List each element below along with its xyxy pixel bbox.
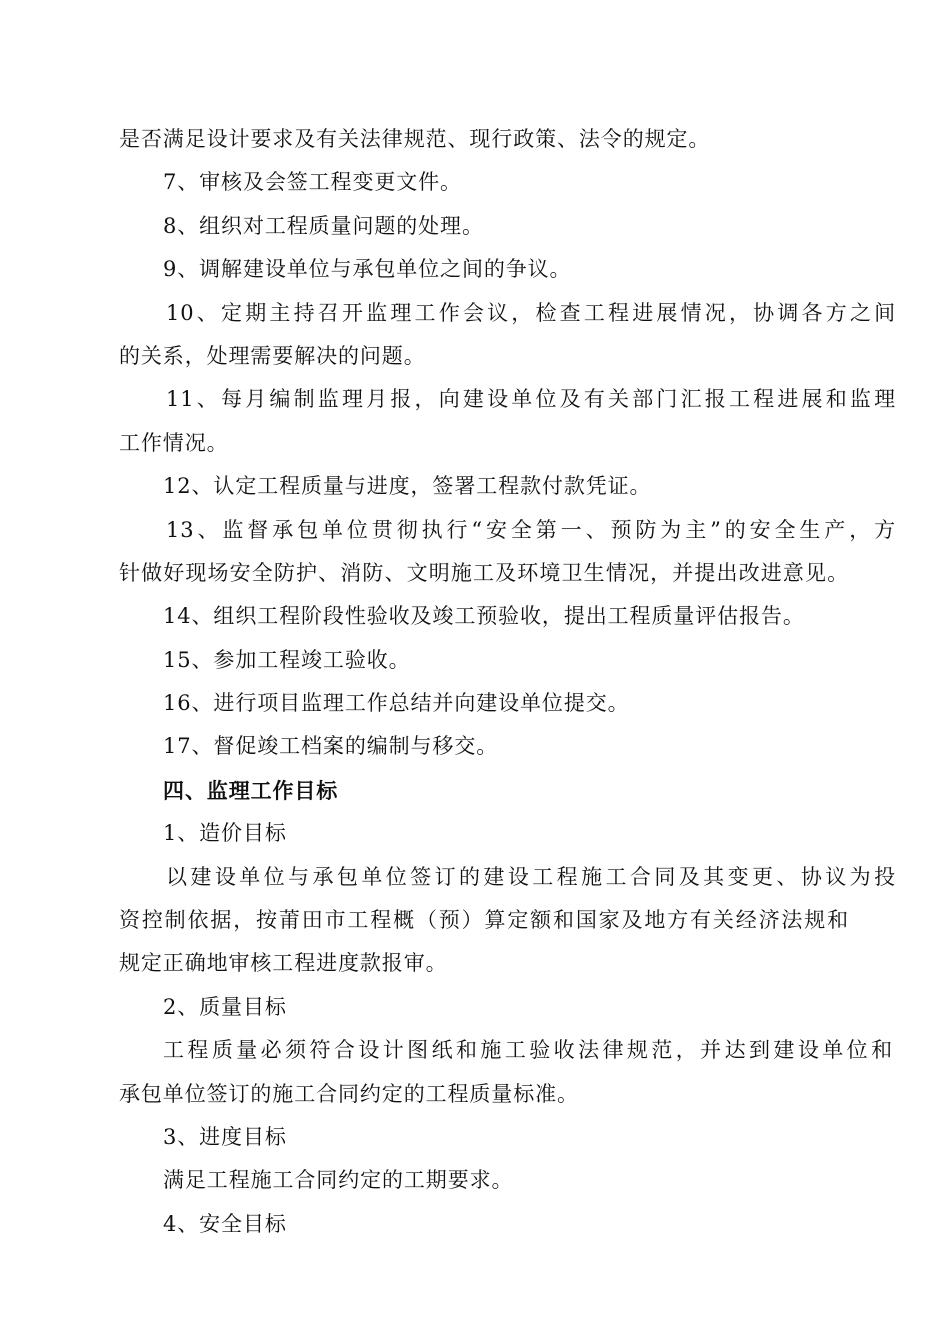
- subsection-title: 1、造价目标: [163, 821, 287, 846]
- text-line: 的关系，处理需要解决的问题。: [119, 343, 426, 368]
- text-line: 针做好现场安全防护、消防、文明施工及环境卫生情况，并提出改进意见。: [119, 560, 849, 585]
- list-item: 7、审核及会签工程变更文件。: [163, 170, 462, 195]
- paragraph-line: 工程质量必须符合设计图纸和施工验收法律规范，并达到建设单位和: [163, 1038, 893, 1063]
- list-item: 17、督促竣工档案的编制与移交。: [163, 734, 499, 759]
- list-item: 15、参加工程竣工验收。: [163, 647, 411, 672]
- paragraph-line: 满足工程施工合同约定的工期要求。: [163, 1168, 514, 1193]
- list-item: 8、组织对工程质量问题的处理。: [163, 213, 484, 238]
- list-item: 10、定期主持召开监理工作会议，检查工程进展情况，协调各方之间: [166, 300, 896, 325]
- paragraph-line: 承包单位签订的施工合同约定的工程质量标准。: [119, 1081, 579, 1106]
- section-heading: 四、监理工作目标: [163, 777, 339, 803]
- paragraph-line: 规定正确地审核工程进度款报审。: [119, 951, 448, 976]
- list-item: 13、监督承包单位贯彻执行“安全第一、预防为主”的安全生产，方: [166, 517, 896, 542]
- subsection-title: 2、质量目标: [163, 994, 287, 1019]
- subsection-title: 3、进度目标: [163, 1124, 287, 1149]
- list-item: 16、进行项目监理工作总结并向建设单位提交。: [163, 691, 630, 716]
- text-line: 是否满足设计要求及有关法律规范、现行政策、法令的规定。: [119, 127, 711, 151]
- text-line: 工作情况。: [119, 430, 229, 455]
- list-item: 9、调解建设单位与承包单位之间的争议。: [163, 257, 572, 282]
- list-item: 14、组织工程阶段性验收及竣工预验收，提出工程质量评估报告。: [163, 604, 805, 629]
- list-item: 11、每月编制监理月报，向建设单位及有关部门汇报工程进展和监理: [166, 387, 896, 412]
- paragraph-line: 以建设单位与承包单位签订的建设工程施工合同及其变更、协议为投: [166, 864, 896, 889]
- subsection-title: 4、安全目标: [163, 1211, 287, 1236]
- paragraph-line: 资控制依据，按莆田市工程概（预）算定额和国家及地方有关经济法规和: [119, 908, 849, 933]
- document-page: [119, 118, 896, 1246]
- list-item: 12、认定工程质量与进度，签署工程款付款凭证。: [163, 474, 652, 499]
